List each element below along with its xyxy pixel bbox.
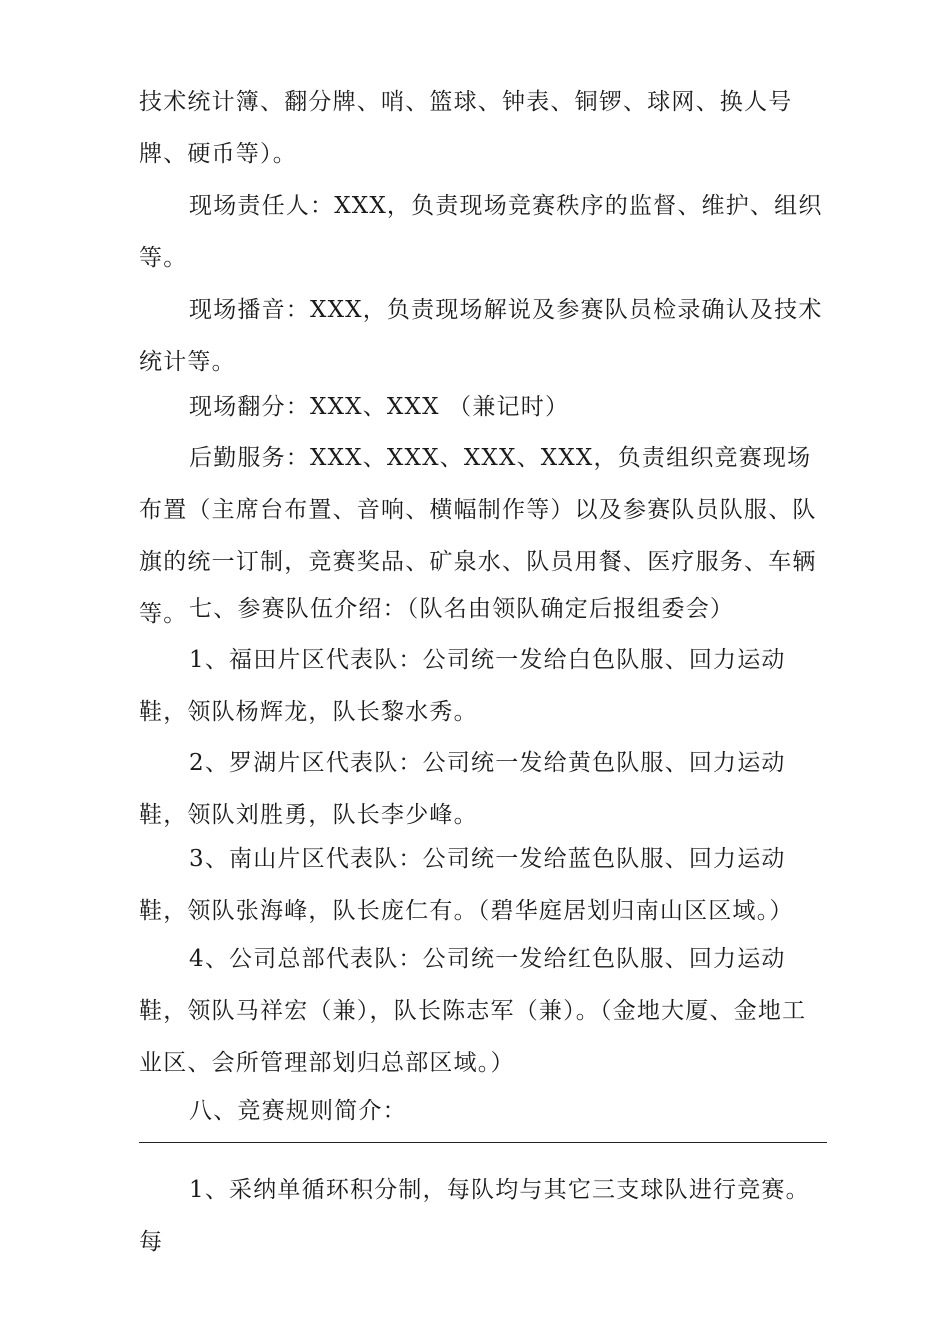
paragraph-scorekeeper: 现场翻分：XXX、XXX （兼记时） [189,394,570,420]
section-heading-rules: 八、竞赛规则简介： [189,1098,407,1124]
paragraph-team-nanshan: 3、南山片区代表队：公司统一发给蓝色队服、回力运动鞋，领队张海峰，队长庞仁有。（碧华庭居划归南山区区域。） [139,846,794,924]
paragraph-equipment-list: 技术统计簿、翻分牌、哨、篮球、钟表、铜锣、球网、换人号牌、硬币等）。 [139,89,793,167]
paragraph-rule-1: 1、采纳单循环积分制，每队均与其它三支球队进行竞赛。每 [139,1177,810,1255]
paragraph-site-manager: 现场责任人：XXX，负责现场竞赛秩序的监督、维护、组织等。 [139,193,823,271]
section-heading-teams: 七、参赛队伍介绍：（队名由领队确定后报组委会） [189,596,735,622]
page-divider [139,1142,827,1143]
paragraph-team-futian: 1、福田片区代表队：公司统一发给白色队服、回力运动鞋，领队杨辉龙，队长黎水秀。 [139,647,786,725]
paragraph-announcer: 现场播音：XXX，负责现场解说及参赛队员检录确认及技术统计等。 [139,297,823,375]
paragraph-team-luohu: 2、罗湖片区代表队：公司统一发给黄色队服、回力运动鞋，领队刘胜勇，队长李少峰。 [139,750,786,828]
paragraph-logistics: 后勤服务：XXX、XXX、XXX、XXX，负责组织竞赛现场布置（主席台布置、音响、横幅制作等）以及参赛队员队服、队旗的统一订制，竞赛奖品、矿泉水、队员用餐、医疗服务、车辆等。 [139,445,817,627]
paragraph-team-headquarters: 4、公司总部代表队：公司统一发给红色队服、回力运动鞋，领队马祥宏（兼），队长陈志军（兼）。（金地大厦、金地工业区、会所管理部划归总部区域。） [139,946,807,1076]
